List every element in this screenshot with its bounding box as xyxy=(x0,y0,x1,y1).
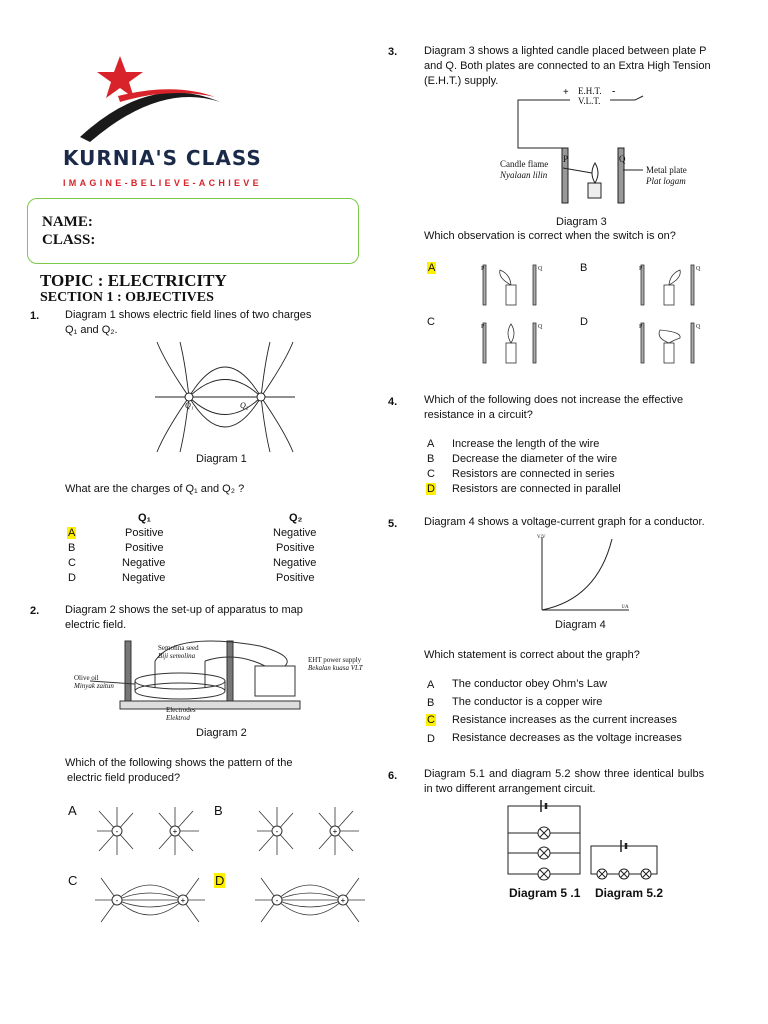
q1-option-d-letter[interactable]: D xyxy=(68,572,76,584)
diagram3-minus: - xyxy=(612,86,616,97)
logo-graphic xyxy=(60,52,280,152)
svg-text:-: - xyxy=(275,827,279,836)
q3-text-line1: Diagram 3 shows a lighted candle placed between plate P xyxy=(424,45,707,57)
q2-option-c-pattern xyxy=(95,872,205,927)
diagram2-label-oil: Olive oil xyxy=(74,674,99,682)
q3-option-a-plate-p: P xyxy=(481,266,485,272)
q1-number: 1. xyxy=(30,310,40,322)
diagram1-label-q2: Q₂ xyxy=(240,401,249,410)
diagram1-caption: Diagram 1 xyxy=(196,453,247,465)
q5-text-line1: Diagram 4 shows a voltage-current graph for a conductor. xyxy=(424,516,705,528)
q3-option-a-plate-q: Q xyxy=(538,266,543,272)
q4-text-line2: resistance in a circuit? xyxy=(424,409,533,421)
q4-number: 4. xyxy=(388,396,398,408)
q2-option-d-letter[interactable]: D xyxy=(215,873,225,888)
q1-option-a-letter[interactable]: A xyxy=(68,527,76,539)
diagram4-graph xyxy=(537,537,632,615)
name-label: NAME: xyxy=(42,214,93,230)
diagram4-caption: Diagram 4 xyxy=(555,619,606,631)
diagram2-label-eht: EHT power supply xyxy=(308,656,362,664)
q1-text-line2: Q₁ and Q₂. xyxy=(65,324,118,336)
q2-question-line1: Which of the following shows the pattern of the xyxy=(65,757,293,769)
svg-text:+: + xyxy=(340,896,346,905)
section-heading: SECTION 1 : OBJECTIVES xyxy=(40,290,214,305)
q1-option-a-q1: Positive xyxy=(125,527,164,539)
q1-option-b-letter[interactable]: B xyxy=(68,542,76,554)
q3-option-c-plate-p: P xyxy=(481,324,485,330)
q3-text-line3: (E.H.T.) supply. xyxy=(424,75,499,87)
name-class-box xyxy=(27,198,359,264)
diagram5-2-caption: Diagram 5.2 xyxy=(595,886,664,900)
diagram2-apparatus xyxy=(65,636,385,726)
q5-option-b-letter[interactable]: B xyxy=(427,697,435,709)
q4-option-c-letter[interactable]: C xyxy=(427,468,435,480)
q4-option-a-text: Increase the length of the wire xyxy=(452,438,600,450)
q3-option-d-letter[interactable]: D xyxy=(580,316,588,328)
diagram1-field-lines xyxy=(155,342,295,452)
diagram2-label-electrodes-ms: Elektrod xyxy=(166,714,190,722)
q5-option-b-text: The conductor is a copper wire xyxy=(452,696,603,708)
diagram2-label-eht-ms: Bekalan kuasa VLT xyxy=(308,664,363,672)
diagram3-vlt: V.L.T. xyxy=(578,96,601,106)
diagram5-1-parallel-circuit xyxy=(505,798,585,878)
diagram4-x-axis: I/A xyxy=(622,605,629,610)
diagram3-label-plate-ms: Plat logam xyxy=(646,176,686,186)
q3-option-b-plate-p: P xyxy=(639,266,643,272)
svg-text:-: - xyxy=(115,896,119,905)
q4-option-d-letter[interactable]: D xyxy=(427,483,435,495)
q4-option-b-text: Decrease the diameter of the wire xyxy=(452,453,618,465)
class-label: CLASS: xyxy=(42,232,96,248)
q1-option-b-q1: Positive xyxy=(125,542,164,554)
q1-option-d-q2: Positive xyxy=(276,572,315,584)
svg-text:+: + xyxy=(172,827,178,836)
diagram3-label-plate: Metal plate xyxy=(646,165,687,175)
q5-option-d-text: Resistance decreases as the voltage increases xyxy=(452,732,682,744)
q5-option-c-text: Resistance increases as the current increases xyxy=(452,714,677,726)
q5-option-c-letter[interactable]: C xyxy=(427,714,435,726)
diagram1-label-q1: Q₁ xyxy=(185,401,194,410)
q1-option-c-q2: Negative xyxy=(273,557,317,569)
diagram2-label-electrodes: Electrodes xyxy=(166,706,196,714)
q1-col-header-q1: Q₁ xyxy=(138,512,152,524)
q1-option-c-q1: Negative xyxy=(122,557,166,569)
q4-text-line1: Which of the following does not increase the effective xyxy=(424,394,684,406)
q2-option-b-letter[interactable]: B xyxy=(214,803,223,818)
diagram3-eht: E.H.T. xyxy=(578,86,602,96)
q2-text-line2: electric field. xyxy=(65,619,127,631)
q3-option-d-plate-p: P xyxy=(639,324,643,330)
q3-option-c-letter[interactable]: C xyxy=(427,316,435,328)
q3-option-b-plate-q: Q xyxy=(696,266,701,272)
q1-option-d-q1: Negative xyxy=(122,572,166,584)
q4-option-b-letter[interactable]: B xyxy=(427,453,435,465)
diagram3-label-q: Q xyxy=(619,154,626,164)
q3-text-line2: and Q. Both plates are connected to an Extra High Tension xyxy=(424,60,711,72)
svg-text:+: + xyxy=(180,896,186,905)
q2-option-b-pattern xyxy=(255,803,365,858)
q2-number: 2. xyxy=(30,605,40,617)
q5-question: Which statement is correct about the graph? xyxy=(424,649,640,661)
diagram3-caption: Diagram 3 xyxy=(556,216,607,228)
diagram3-circuit xyxy=(515,88,685,208)
q1-col-header-q2: Q₂ xyxy=(289,512,303,524)
q5-number: 5. xyxy=(388,518,398,530)
diagram3-label-flame-ms: Nyalaan lilin xyxy=(500,170,548,180)
diagram5-2-series-circuit xyxy=(588,836,660,878)
q2-text-line1: Diagram 2 shows the set-up of apparatus to map xyxy=(65,604,303,616)
q6-text-line2: in two different arrangement circuit. xyxy=(424,783,596,795)
q1-option-b-q2: Positive xyxy=(276,542,315,554)
svg-text:-: - xyxy=(115,827,119,836)
diagram2-label-seed-ms: Biji semolina xyxy=(158,652,196,660)
q3-option-b-letter[interactable]: B xyxy=(580,262,588,274)
q4-option-c-text: Resistors are connected in series xyxy=(452,468,615,480)
q4-option-d-text: Resistors are connected in parallel xyxy=(452,483,621,495)
svg-text:+: + xyxy=(332,827,338,836)
q3-option-a-letter[interactable]: A xyxy=(428,262,436,274)
q1-text-line1: Diagram 1 shows electric field lines of two charges xyxy=(65,309,312,321)
q6-text-line1: Diagram 5.1 and diagram 5.2 show three identical bulbs xyxy=(424,768,705,780)
topic-heading: TOPIC : ELECTRICITY xyxy=(40,271,227,290)
q3-question: Which observation is correct when the switch is on? xyxy=(424,230,676,242)
logo-name: KURNIA'S CLASS xyxy=(63,146,262,170)
q1-option-c-letter[interactable]: C xyxy=(68,557,76,569)
q4-option-a-letter[interactable]: A xyxy=(427,438,435,450)
logo-tagline: IMAGINE-BELIEVE-ACHIEVE xyxy=(63,178,262,188)
svg-text:-: - xyxy=(275,896,279,905)
q1-option-a-q2: Negative xyxy=(273,527,317,539)
diagram2-label-oil-ms: Minyak zaitun xyxy=(74,682,114,690)
diagram3-label-p: P xyxy=(563,154,569,164)
q3-option-d-plate-q: Q xyxy=(696,324,701,330)
diagram3-label-flame: Candle flame xyxy=(500,159,549,169)
q1-question: What are the charges of Q₁ and Q₂ ? xyxy=(65,483,245,495)
q2-option-a-pattern xyxy=(95,803,205,858)
q2-option-a-letter[interactable]: A xyxy=(68,803,77,818)
diagram2-caption: Diagram 2 xyxy=(196,727,247,739)
diagram5-1-caption: Diagram 5 .1 xyxy=(509,886,581,900)
q5-option-a-letter[interactable]: A xyxy=(427,679,435,691)
diagram2-label-seed: Semolina seed xyxy=(158,644,199,652)
q2-option-d-pattern xyxy=(255,872,365,927)
q2-question-line2: electric field produced? xyxy=(67,772,181,784)
q5-option-d-letter[interactable]: D xyxy=(427,733,435,745)
q6-number: 6. xyxy=(388,770,398,782)
diagram3-plus: + xyxy=(563,87,569,98)
q2-option-c-letter[interactable]: C xyxy=(68,873,78,888)
q5-option-a-text: The conductor obey Ohm’s Law xyxy=(452,678,608,690)
q3-option-c-plate-q: Q xyxy=(538,324,543,330)
diagram4-y-axis: V/V xyxy=(537,535,546,540)
q3-number: 3. xyxy=(388,46,398,58)
